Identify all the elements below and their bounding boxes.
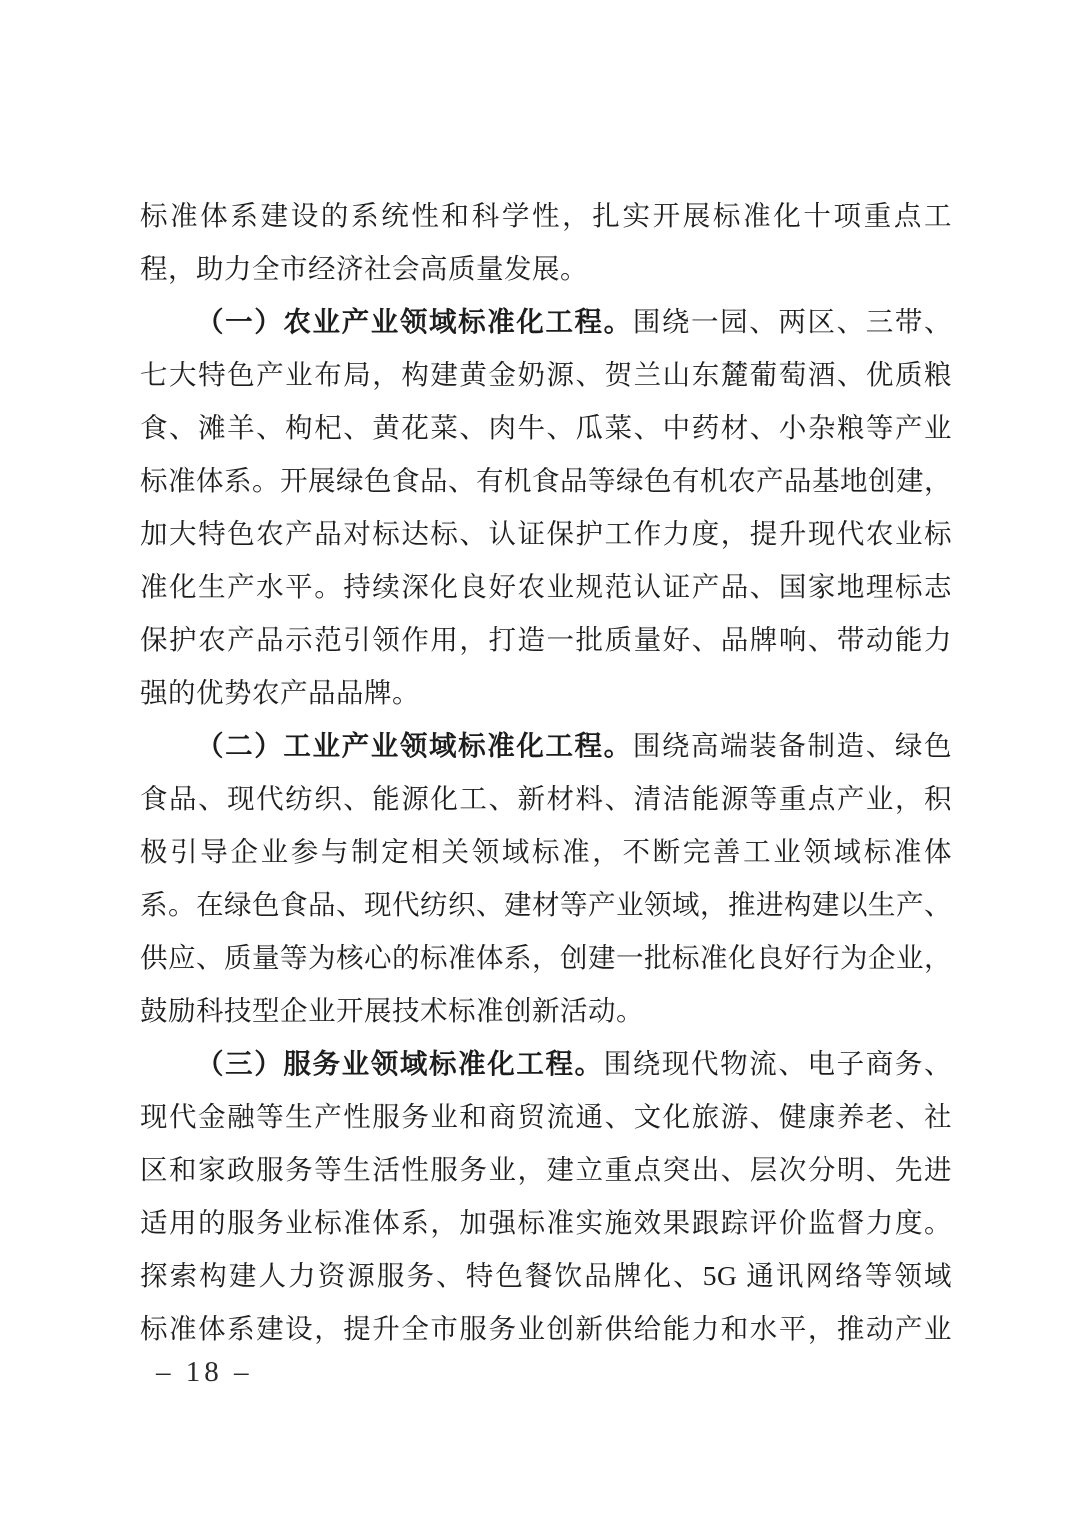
section-3-heading-line bbox=[140, 1037, 952, 1090]
text-line: 标准体系。开展绿色食品、有机食品等绿色有机农产品基地创建， bbox=[140, 465, 952, 496]
text-line: 现代金融等生产性服务业和商贸流通、文化旅游、健康养老、社 bbox=[140, 1101, 952, 1132]
section-2-industry bbox=[140, 719, 952, 1037]
text-line: 七大特色产业布局，构建黄金奶源、贺兰山东麓葡萄酒、优质粮 bbox=[140, 359, 952, 390]
section-1-heading-line bbox=[140, 295, 952, 348]
text-line: 食、滩羊、枸杞、黄花菜、肉牛、瓜菜、中药材、小杂粮等产业 bbox=[140, 412, 952, 443]
section-2-heading-line bbox=[140, 719, 952, 772]
text-line: 标准体系建设的系统性和科学性，扎实开展标准化十项重点工 bbox=[140, 200, 952, 231]
text-line: 系。在绿色食品、现代纺织、建材等产业领域，推进构建以生产、 bbox=[140, 889, 952, 920]
text-line: 程，助力全市经济社会高质量发展。 bbox=[140, 253, 588, 284]
text-line: 探索构建人力资源服务、特色餐饮品牌化、5G 通讯网络等领域 bbox=[140, 1260, 952, 1291]
document-content bbox=[140, 189, 952, 1355]
text-line: 标准体系建设，提升全市服务业创新供给能力和水平，推动产业 bbox=[140, 1313, 952, 1344]
section-1-heading: （一）农业产业领域标准化工程。 bbox=[196, 306, 633, 337]
section-1-heading-rest: 围绕一园、两区、三带、 bbox=[632, 306, 953, 337]
text-line: 强的优势农产品品牌。 bbox=[140, 677, 420, 708]
section-2-heading: （二）工业产业领域标准化工程。 bbox=[196, 730, 633, 761]
text-line: 供应、质量等为核心的标准体系，创建一批标准化良好行为企业， bbox=[140, 942, 952, 973]
text-line: 准化生产水平。持续深化良好农业规范认证产品、国家地理标志 bbox=[140, 571, 952, 602]
text-line: 加大特色农产品对标达标、认证保护工作力度，提升现代农业标 bbox=[140, 518, 952, 549]
section-3-heading: （三）服务业领域标准化工程。 bbox=[196, 1048, 604, 1079]
section-3-heading-rest: 围绕现代物流、电子商务、 bbox=[603, 1048, 953, 1079]
text-line: 极引导企业参与制定相关领域标准，不断完善工业领域标准体 bbox=[140, 836, 952, 867]
section-1-agriculture bbox=[140, 295, 952, 719]
paragraph-continuation bbox=[140, 189, 952, 295]
page-number: – 18 – bbox=[156, 1356, 253, 1388]
section-2-heading-rest: 围绕高端装备制造、绿色 bbox=[632, 730, 953, 761]
text-line: 适用的服务业标准体系，加强标准实施效果跟踪评价监督力度。 bbox=[140, 1207, 952, 1238]
text-line: 区和家政服务等生活性服务业，建立重点突出、层次分明、先进 bbox=[140, 1154, 952, 1185]
text-line: 保护农产品示范引领作用，打造一批质量好、品牌响、带动能力 bbox=[140, 624, 952, 655]
section-3-services bbox=[140, 1037, 952, 1355]
text-line: 鼓励科技型企业开展技术标准创新活动。 bbox=[140, 995, 644, 1026]
text-line: 食品、现代纺织、能源化工、新材料、清洁能源等重点产业，积 bbox=[140, 783, 952, 814]
